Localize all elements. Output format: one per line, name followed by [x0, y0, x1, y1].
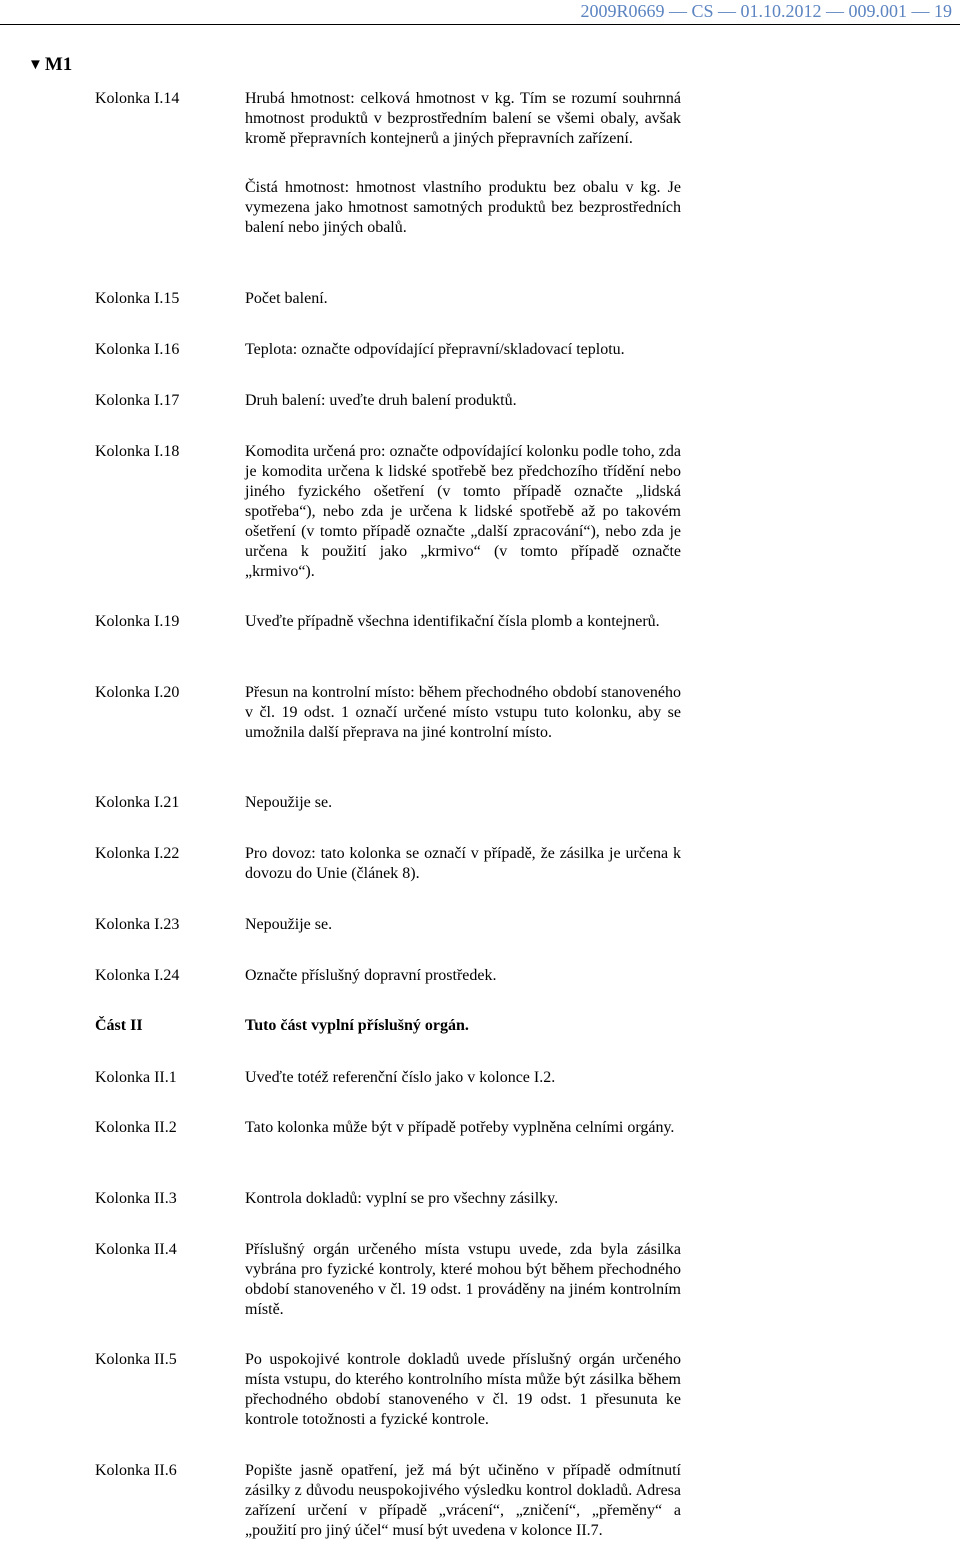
field-paragraph: Uveďte případně všechna identifikační čísla plomb a kontejnerů.	[245, 613, 660, 630]
field-description	[245, 89, 681, 238]
field-paragraph: Komodita určená pro: označte odpovídající kolonku podle toho, zda je komodita určena k lidské spotřebě bez předchozího třídění nebo jiného fyzického ošetření (v tomto případě označte „lidská spotřeba“), nebo zda je určena k lidské spotřebě až po takovém ošetření (v tomto případě označte „další zpracování“), nebo zda je určena k použití jako „krmivo“ (v tomto případě označte „krmivo“).	[245, 443, 681, 580]
field-description	[245, 1118, 681, 1138]
field-description	[245, 1350, 681, 1430]
field-paragraph: Uveďte totéž referenční číslo jako v kolonce I.2.	[245, 1069, 556, 1086]
field-paragraph: Přesun na kontrolní místo: během přechodného období stanoveného v čl. 19 odst. 1 označí určené místo vstupu tuto kolonku, aby se umožnila další přeprava na jiné kontrolní místo.	[245, 684, 681, 741]
field-label: Kolonka II.6	[95, 1462, 177, 1479]
field-paragraph: Hrubá hmotnost: celková hmotnost v kg. Tím se rozumí souhrnná hmotnost produktů v bezprostředním balení se všemi obaly, avšak kromě přepravních kontejnerů a jiných přepravních zařízení.	[245, 90, 681, 147]
field-label: Kolonka I.19	[95, 613, 180, 630]
field-description	[245, 844, 681, 884]
field-label: Kolonka I.17	[95, 392, 180, 409]
field-description	[245, 683, 681, 743]
field-description	[245, 966, 681, 986]
field-label: Kolonka I.24	[95, 967, 180, 984]
field-paragraph: Teplota: označte odpovídající přepravní/skladovací teplotu.	[245, 341, 625, 358]
field-label: Kolonka I.16	[95, 341, 180, 358]
field-paragraph: Nepoužije se.	[245, 794, 333, 811]
field-description	[245, 391, 681, 411]
field-label: Kolonka I.22	[95, 845, 180, 862]
triangle-down-icon: ▼	[28, 57, 43, 73]
field-description	[245, 1189, 681, 1209]
field-paragraph: Příslušný orgán určeného místa vstupu uvede, zda byla zásilka vybrána pro fyzické kontroly, které mohou být během přechodného období stanoveného v čl. 19 odst. 1 prováděny na jiném kontrolním místě.	[245, 1241, 681, 1318]
field-paragraph: Tato kolonka může být v případě potřeby vyplněna celními orgány.	[245, 1119, 675, 1136]
field-description	[245, 793, 681, 813]
field-label: Kolonka I.21	[95, 794, 180, 811]
field-label: Kolonka II.2	[95, 1119, 177, 1136]
field-paragraph: Kontrola dokladů: vyplní se pro všechny zásilky.	[245, 1190, 559, 1207]
field-description	[245, 340, 681, 360]
field-label: Kolonka II.3	[95, 1190, 177, 1207]
field-description	[245, 915, 681, 935]
page-header	[0, 0, 960, 25]
field-label: Kolonka II.4	[95, 1241, 177, 1258]
field-description	[245, 612, 681, 632]
part-description	[245, 1016, 681, 1036]
field-label: Kolonka II.1	[95, 1069, 177, 1086]
field-paragraph: Pro dovoz: tato kolonka se označí v případě, že zásilka je určena k dovozu do Unie (článek 8).	[245, 845, 681, 882]
field-description	[245, 1068, 681, 1088]
field-paragraph: Označte příslušný dopravní prostředek.	[245, 967, 497, 984]
field-description	[245, 289, 681, 309]
field-label: Kolonka II.5	[95, 1351, 177, 1368]
field-paragraph: Nepoužije se.	[245, 916, 333, 933]
field-description	[245, 442, 681, 582]
field-description	[245, 1240, 681, 1320]
field-paragraph: Po uspokojivé kontrole dokladů uvede příslušný orgán určeného místa vstupu, do kterého kontrolního místa může být zásilka během přechodného období stanoveného v čl. 19 odst. 1 přesunuta ke kontrole totožnosti a fyzické kontrole.	[245, 1351, 681, 1428]
part-label: Část II	[95, 1017, 143, 1034]
amendment-marker-label: M1	[44, 54, 73, 75]
field-paragraph: Tuto část vyplní příslušný orgán.	[245, 1017, 469, 1034]
field-label: Kolonka I.14	[95, 90, 180, 107]
field-label: Kolonka I.23	[95, 916, 180, 933]
document-reference: 2009R0669 — CS — 01.10.2012 — 009.001 — 19	[580, 1, 952, 21]
field-paragraph: Počet balení.	[245, 290, 328, 307]
field-description	[245, 1461, 681, 1541]
field-label: Kolonka I.18	[95, 443, 180, 460]
field-label: Kolonka I.15	[95, 290, 180, 307]
field-paragraph: Čistá hmotnost: hmotnost vlastního produktu bez obalu v kg. Je vymezena jako hmotnost samotných produktů bez bezprostředních balení nebo jiných obalů.	[245, 179, 681, 236]
field-paragraph: Druh balení: uveďte druh balení produktů.	[245, 392, 517, 409]
field-label: Kolonka I.20	[95, 684, 180, 701]
amendment-marker	[28, 54, 72, 76]
field-paragraph: Popište jasně opatření, jež má být učiněno v případě odmítnutí zásilky z důvodu neuspokojivého výsledku kontrol dokladů. Adresa zařízení určení v případě „vrácení“, „zničení“, „přeměny“ a „použití pro jiný účel“ musí být uvedena v kolonce II.7.	[245, 1462, 681, 1539]
